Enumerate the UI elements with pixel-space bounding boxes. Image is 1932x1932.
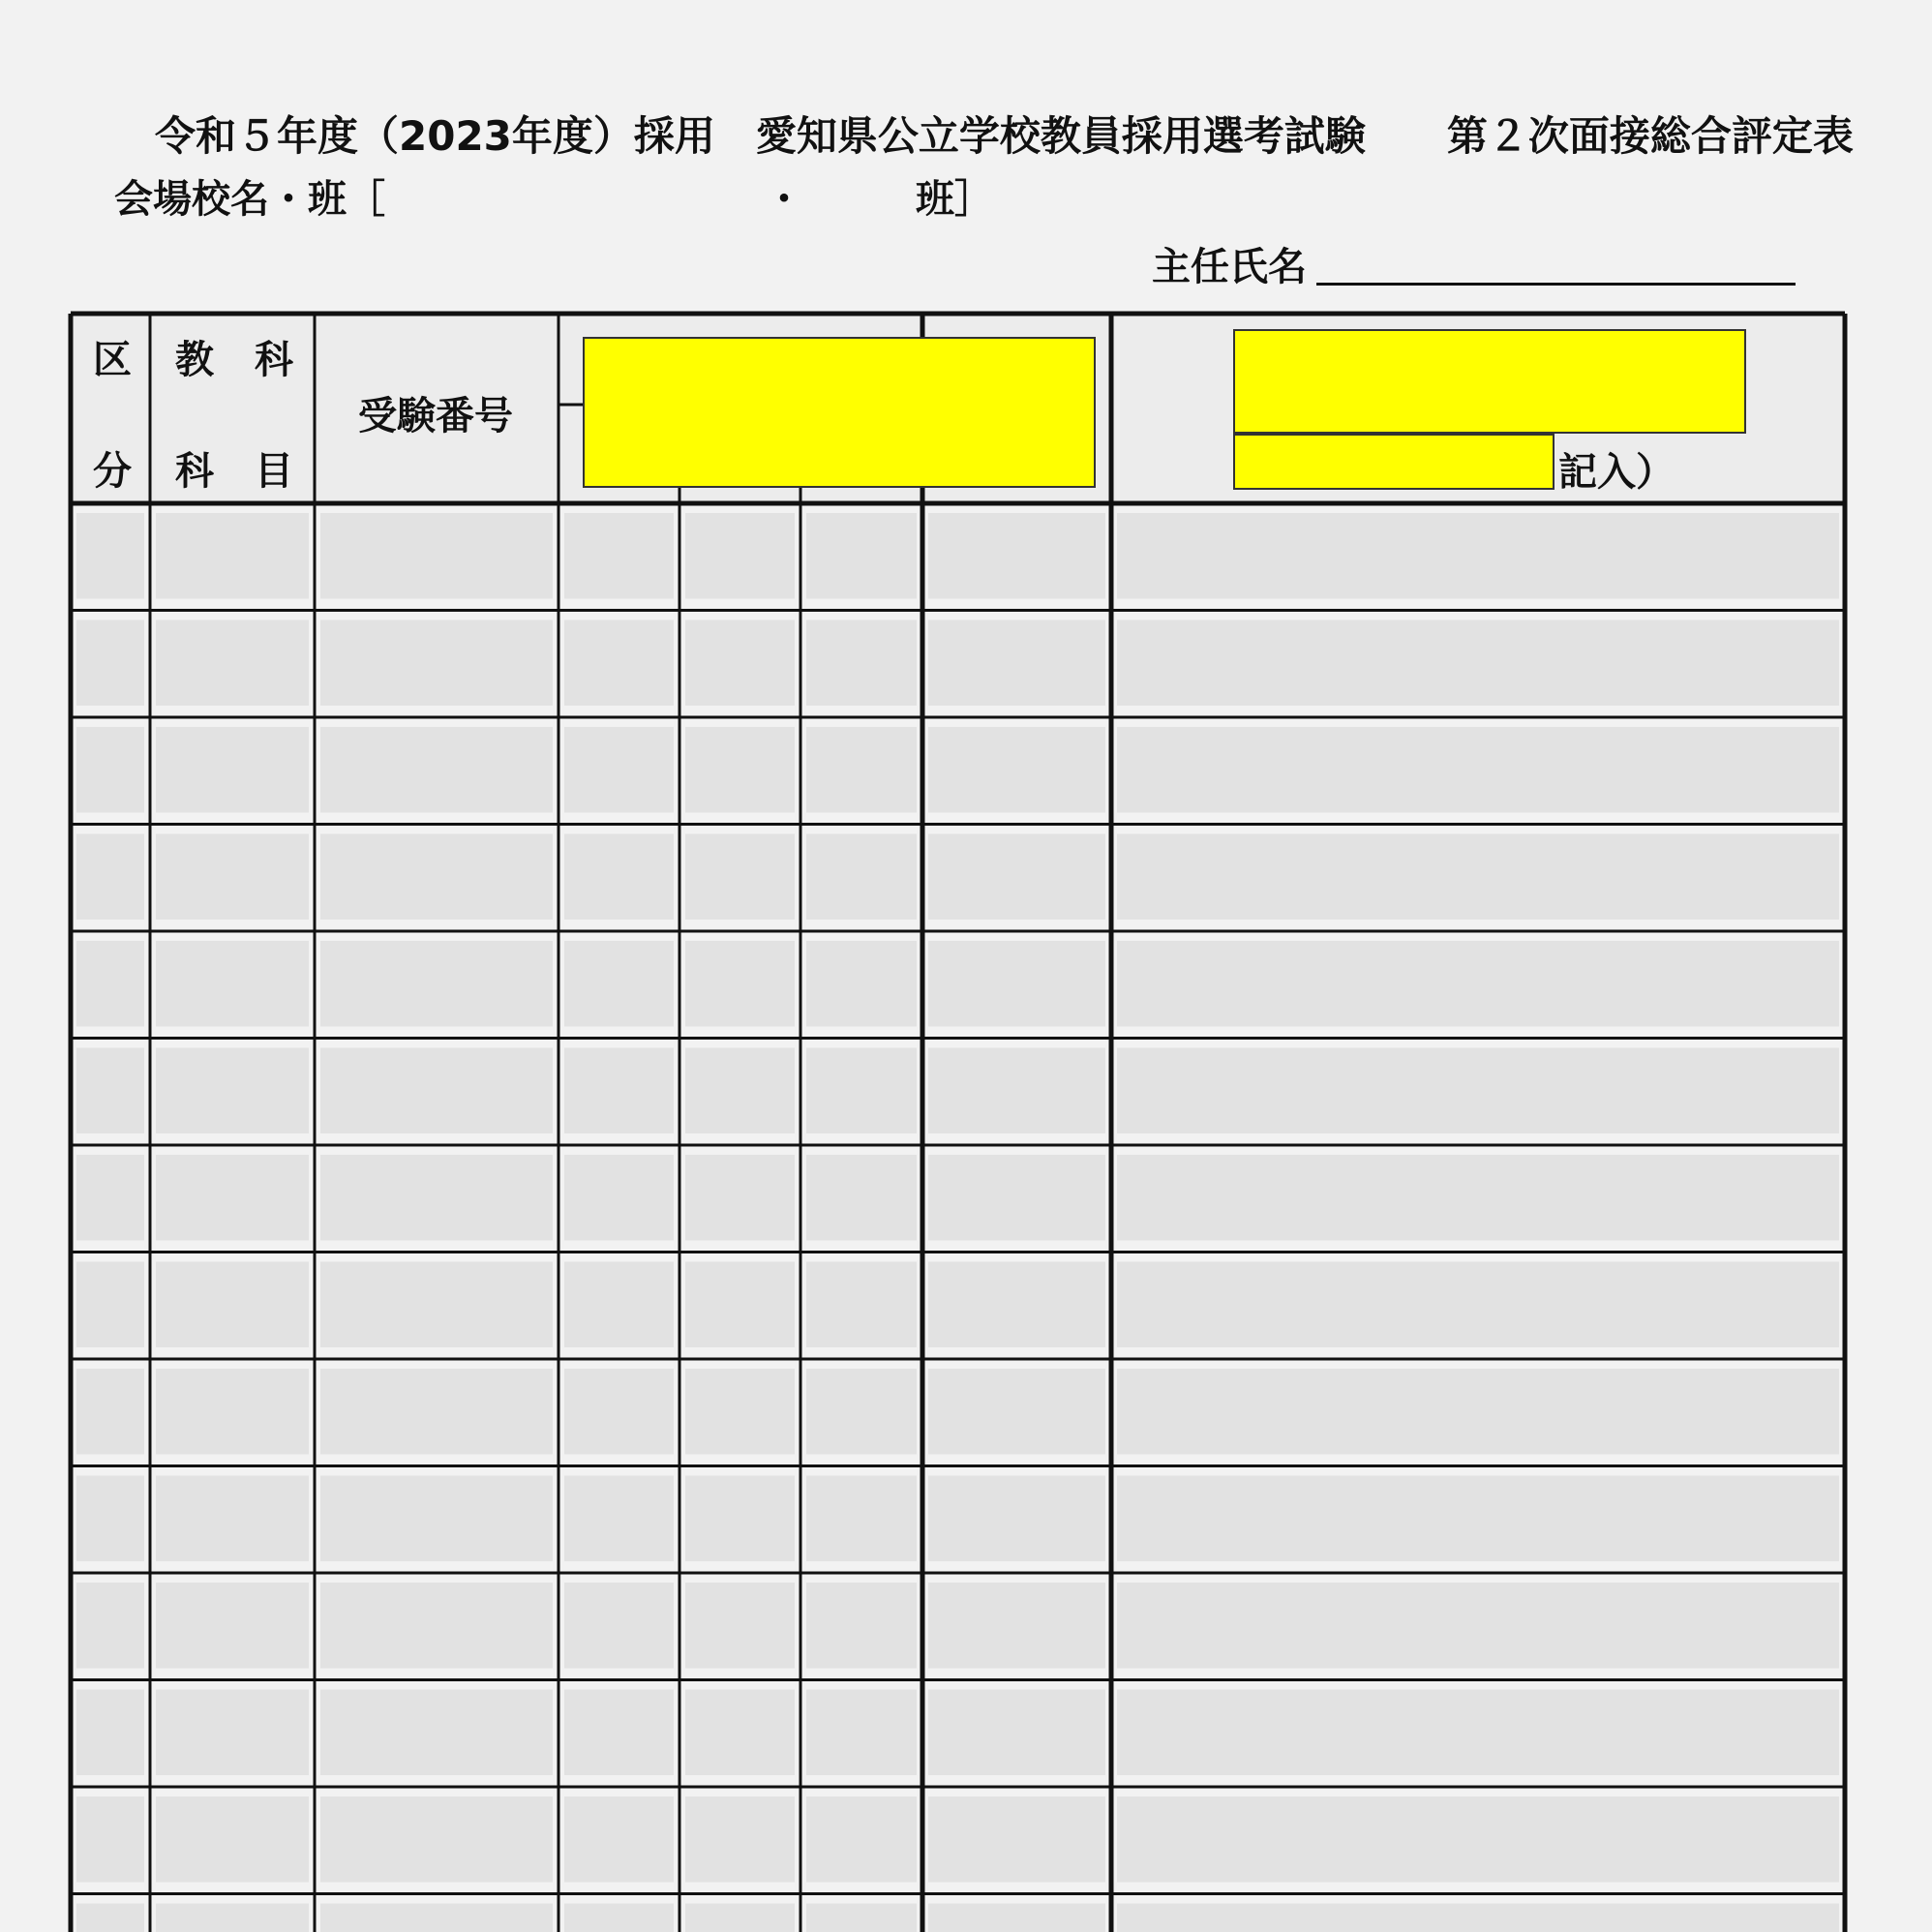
table-cell[interactable] xyxy=(806,620,917,707)
table-cell[interactable] xyxy=(564,513,674,599)
table-cell[interactable] xyxy=(564,1796,674,1883)
table-cell[interactable] xyxy=(806,1690,917,1776)
table-cell[interactable] xyxy=(76,1155,144,1241)
table-cell[interactable] xyxy=(685,941,795,1027)
table-cell[interactable] xyxy=(928,620,1105,707)
table-cell[interactable] xyxy=(685,1262,795,1348)
venue-label: 会場校名・班［ xyxy=(114,177,385,222)
redaction-block xyxy=(1233,329,1746,434)
table-cell[interactable] xyxy=(320,513,553,599)
table-cell[interactable] xyxy=(806,1904,917,1932)
table-cell[interactable] xyxy=(320,1690,553,1776)
header-subject-bottom-2: 目 xyxy=(255,449,293,494)
table-cell[interactable] xyxy=(685,1904,795,1932)
table-cell[interactable] xyxy=(320,1262,553,1348)
table-cell[interactable] xyxy=(564,1476,674,1562)
table-cell[interactable] xyxy=(685,727,795,813)
table-cell[interactable] xyxy=(320,941,553,1027)
header-subject-top-1: 教 xyxy=(175,338,214,382)
redaction-block xyxy=(1233,434,1555,490)
table-cell[interactable] xyxy=(564,1369,674,1455)
chief-name-label: 主任氏名 xyxy=(1152,245,1307,289)
table-cell[interactable] xyxy=(806,941,917,1027)
table-cell[interactable] xyxy=(1117,1262,1839,1348)
table-cell[interactable] xyxy=(320,1155,553,1241)
table-cell[interactable] xyxy=(685,620,795,707)
table-cell[interactable] xyxy=(1117,513,1839,599)
table-cell[interactable] xyxy=(806,1583,917,1669)
table-cell[interactable] xyxy=(928,1155,1105,1241)
table-cell[interactable] xyxy=(685,1796,795,1883)
table-cell[interactable] xyxy=(320,727,553,813)
table-cell[interactable] xyxy=(320,1048,553,1134)
table-cell[interactable] xyxy=(156,727,309,813)
table-cell[interactable] xyxy=(76,1690,144,1776)
table-cell[interactable] xyxy=(320,1476,553,1562)
table-cell[interactable] xyxy=(156,1048,309,1134)
table-cell[interactable] xyxy=(1117,1155,1839,1241)
table-cell[interactable] xyxy=(76,1369,144,1455)
table-cell[interactable] xyxy=(156,513,309,599)
table-cell[interactable] xyxy=(76,620,144,707)
table-cell[interactable] xyxy=(320,620,553,707)
table-cell[interactable] xyxy=(76,1048,144,1134)
header-subject-top-2: 科 xyxy=(255,338,293,382)
table-cell[interactable] xyxy=(685,1048,795,1134)
table-cell[interactable] xyxy=(1117,1476,1839,1562)
table-cell[interactable] xyxy=(156,1796,309,1883)
table-cell[interactable] xyxy=(806,1369,917,1455)
table-cell[interactable] xyxy=(320,834,553,921)
table-cell[interactable] xyxy=(806,1155,917,1241)
table-cell[interactable] xyxy=(685,1583,795,1669)
table-cell[interactable] xyxy=(156,834,309,921)
table-cell[interactable] xyxy=(76,1583,144,1669)
table-cell[interactable] xyxy=(685,1155,795,1241)
table-cell[interactable] xyxy=(564,620,674,707)
table-cell[interactable] xyxy=(564,1583,674,1669)
table-cell[interactable] xyxy=(806,834,917,921)
table-cell[interactable] xyxy=(685,1690,795,1776)
table-cell[interactable] xyxy=(76,513,144,599)
table-cell[interactable] xyxy=(564,834,674,921)
redaction-block xyxy=(583,337,1096,488)
table-cell[interactable] xyxy=(685,513,795,599)
page-title: 令和５年度（2023年度）採用 愛知県公立学校教員採用選考試験 第２次面接総合評定表 xyxy=(155,112,1854,160)
table-cell[interactable] xyxy=(685,1476,795,1562)
table-cell[interactable] xyxy=(564,1155,674,1241)
table-cell[interactable] xyxy=(564,1904,674,1932)
table-cell[interactable] xyxy=(564,1690,674,1776)
table-cell[interactable] xyxy=(156,1583,309,1669)
table-cell[interactable] xyxy=(76,1904,144,1932)
table-cell[interactable] xyxy=(806,1796,917,1883)
table-cell[interactable] xyxy=(156,620,309,707)
table-cell[interactable] xyxy=(76,1262,144,1348)
header-division-top: 区 xyxy=(93,338,132,382)
table-cell[interactable] xyxy=(1117,1048,1839,1134)
header-division-bottom: 分 xyxy=(93,449,132,494)
table-cell[interactable] xyxy=(156,1369,309,1455)
table-cell[interactable] xyxy=(1117,1796,1839,1883)
table-cell[interactable] xyxy=(156,1262,309,1348)
table-cell[interactable] xyxy=(928,834,1105,921)
table-cell[interactable] xyxy=(685,1369,795,1455)
table-cell[interactable] xyxy=(806,1262,917,1348)
table-cell[interactable] xyxy=(806,513,917,599)
table-cell[interactable] xyxy=(806,1048,917,1134)
table-cell[interactable] xyxy=(1117,1904,1839,1932)
table-cell[interactable] xyxy=(928,1904,1105,1932)
table-cell[interactable] xyxy=(806,1476,917,1562)
table-cell[interactable] xyxy=(156,1690,309,1776)
table-cell[interactable] xyxy=(928,1796,1105,1883)
table-cell[interactable] xyxy=(1117,1369,1839,1455)
table-cell[interactable] xyxy=(928,1476,1105,1562)
table-cell[interactable] xyxy=(1117,1583,1839,1669)
header-exam-number: 受験番号 xyxy=(358,394,513,438)
table-cell[interactable] xyxy=(1117,834,1839,921)
table-cell[interactable] xyxy=(76,727,144,813)
table-cell[interactable] xyxy=(156,1904,309,1932)
table-cell[interactable] xyxy=(564,1048,674,1134)
table-cell[interactable] xyxy=(564,727,674,813)
table-cell[interactable] xyxy=(76,941,144,1027)
table-cell[interactable] xyxy=(1117,620,1839,707)
table-cell[interactable] xyxy=(685,834,795,921)
table-cell[interactable] xyxy=(928,1048,1105,1134)
table-cell[interactable] xyxy=(928,513,1105,599)
table-cell[interactable] xyxy=(156,1155,309,1241)
table-cell[interactable] xyxy=(1117,727,1839,813)
table-cell[interactable] xyxy=(928,941,1105,1027)
table-cell[interactable] xyxy=(928,1369,1105,1455)
table-cell[interactable] xyxy=(76,1796,144,1883)
table-cell[interactable] xyxy=(564,1262,674,1348)
table-cell[interactable] xyxy=(320,1583,553,1669)
table-cell[interactable] xyxy=(76,834,144,921)
table-cell[interactable] xyxy=(156,941,309,1027)
table-cell[interactable] xyxy=(1117,1690,1839,1776)
venue-class-label: 班］ xyxy=(916,177,993,222)
table-cell[interactable] xyxy=(806,727,917,813)
table-cell[interactable] xyxy=(76,1476,144,1562)
table-cell[interactable] xyxy=(320,1796,553,1883)
table-cell[interactable] xyxy=(564,941,674,1027)
table-cell[interactable] xyxy=(928,1262,1105,1348)
table-cell[interactable] xyxy=(320,1369,553,1455)
table-cell[interactable] xyxy=(928,1690,1105,1776)
table-cell[interactable] xyxy=(1117,941,1839,1027)
table-cell[interactable] xyxy=(928,1583,1105,1669)
header-comment-suffix: 記入） xyxy=(1558,450,1675,495)
table-cell[interactable] xyxy=(320,1904,553,1932)
table-cell[interactable] xyxy=(928,727,1105,813)
table-cell[interactable] xyxy=(156,1476,309,1562)
header-subject-bottom-1: 科 xyxy=(175,449,214,494)
venue-separator: ・ xyxy=(765,177,803,222)
